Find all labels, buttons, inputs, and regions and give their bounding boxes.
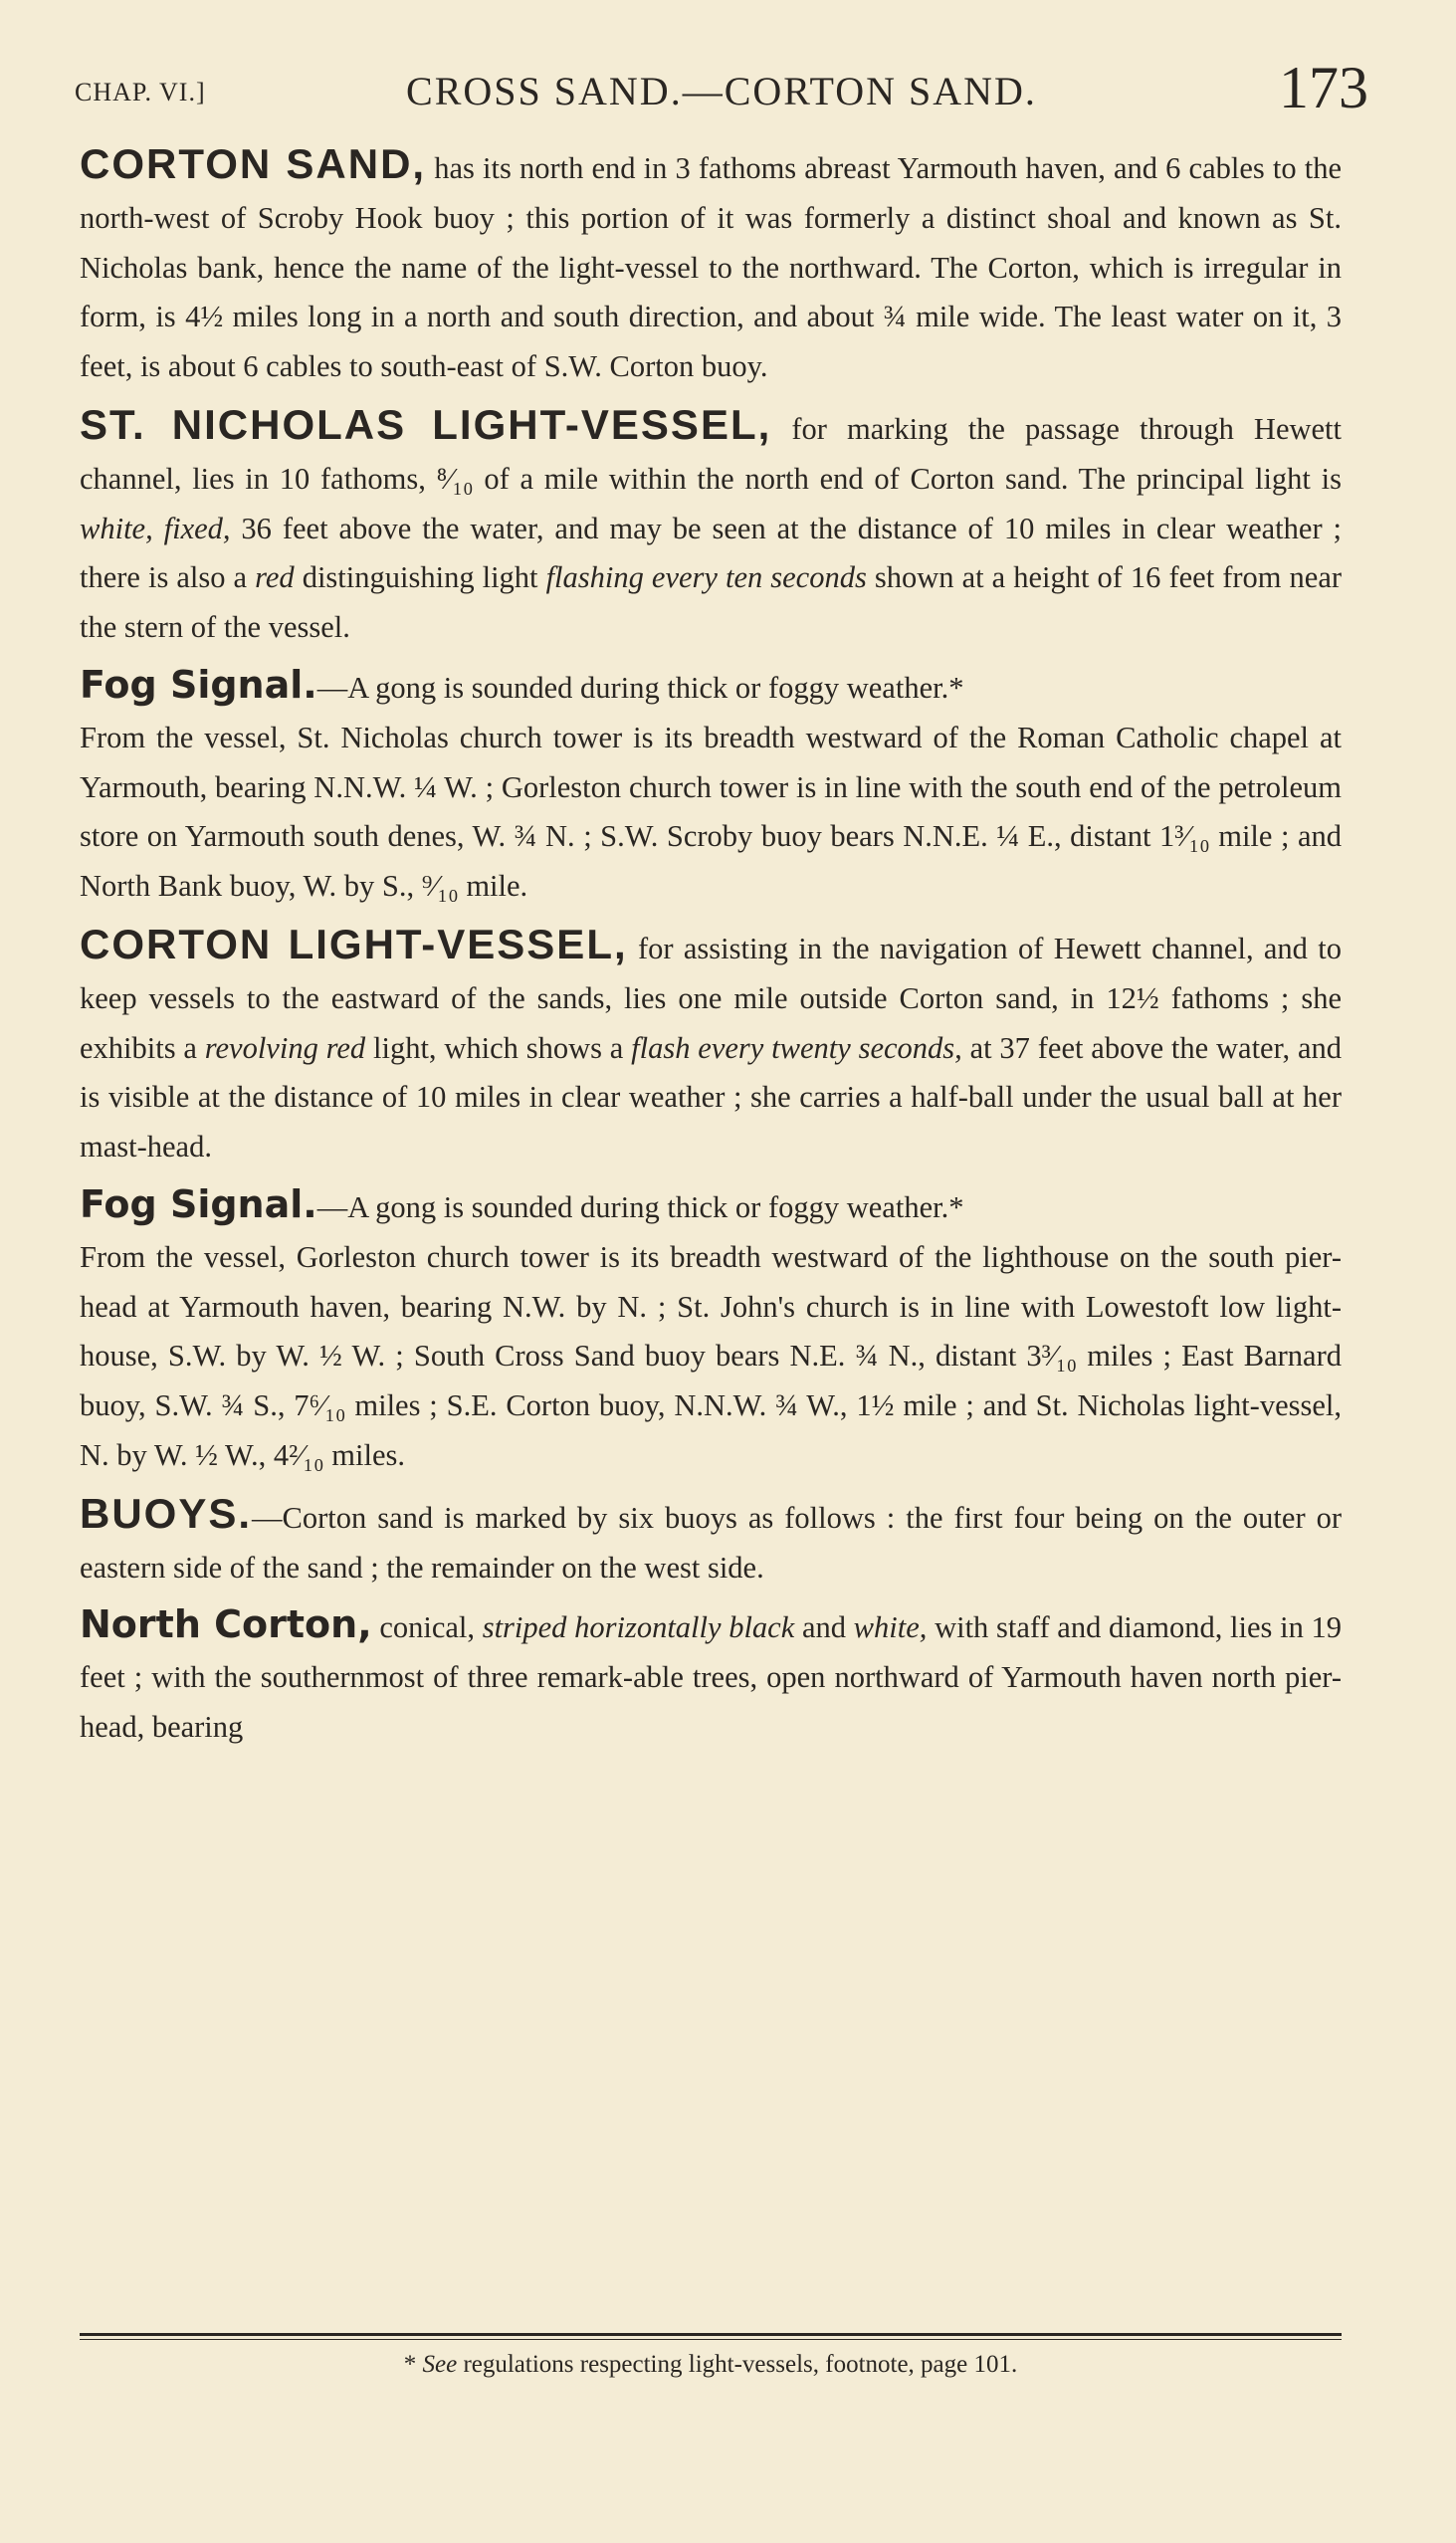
- north-corton-text-3: with staff and diamond, lies in 19 feet ; with the southernmost of three remark-able trees, open northward of Yarmouth haven north pier-head, bearing: [80, 1610, 1342, 1744]
- corton-lv-text-2: light, which shows a: [365, 1030, 632, 1065]
- footnote: [80, 2351, 1342, 2379]
- buoys-heading: BUOYS.: [80, 1489, 253, 1537]
- fog-signal-1-paragraph: [80, 661, 1342, 714]
- corton-lv-italic-1: revolving red: [204, 1030, 366, 1065]
- north-corton-italic-2: white,: [853, 1610, 928, 1645]
- st-nicholas-italic-1: white, fixed,: [80, 511, 231, 545]
- corton-lv-text-1: for assisting in the navigation of Hewett channel, and to keep vessels to the eastward of the sands, lies one mile outside Corton sand, in 12½ fathoms ; she exhibits a: [80, 931, 1342, 1065]
- fog-signal-2-bearings: From the vessel, Gorleston church tower is its breadth westward of the lighthouse on the south pier-head at Yarmouth haven, bearing N.W. by N. ; St. John's church is in line with Lowestoft low light-house, S.W. by W. ½ W. ; South Cross Sand buoy bears N.E. ¾ N., distant 3³⁄₁₀ miles ; East Barnard buoy, S.W. ¾ S., 7⁶⁄₁₀ miles ; S.E. Corton buoy, N.N.W. ¾ W., 1½ mile ; and St. Nicholas light-vessel, N. by W. ½ W., 4²⁄₁₀ miles.: [80, 1239, 1342, 1472]
- footnote-rule: [80, 2333, 1342, 2336]
- north-corton-text-1: conical,: [371, 1610, 483, 1645]
- footnote-text: regulations respecting light-vessels, footnote, page 101.: [457, 2351, 1018, 2378]
- footnote-marker: *: [403, 2351, 423, 2378]
- st-nicholas-heading: ST. NICHOLAS LIGHT-VESSEL,: [80, 400, 772, 448]
- st-nicholas-italic-3: flashing every ten seconds: [545, 560, 867, 595]
- north-corton-heading: North Corton,: [80, 1602, 372, 1647]
- buoys-paragraph: [80, 1489, 1342, 1593]
- running-header: [75, 52, 1368, 121]
- corton-sand-paragraph: [80, 139, 1342, 392]
- page-body: [80, 139, 1342, 1753]
- corton-lv-heading: CORTON LIGHT-VESSEL,: [80, 920, 628, 967]
- fog-signal-1-bearings: From the vessel, St. Nicholas church tower is its breadth westward of the Roman Catholic chapel at Yarmouth, bearing N.N.W. ¼ W. ; Gorleston church tower is in line with the south end of the petroleum store on Yarmouth south denes, W. ¾ N. ; S.W. Scroby buoy bears N.N.E. ¼ E., distant 1³⁄₁₀ mile ; and North Bank buoy, W. by S., ⁹⁄₁₀ mile.: [80, 720, 1342, 904]
- north-corton-text-2: and: [794, 1610, 854, 1645]
- footnote-rule-thin: [80, 2339, 1342, 2340]
- fog-signal-2-heading: Fog Signal.: [80, 1181, 317, 1226]
- corton-sand-heading: CORTON SAND,: [80, 140, 427, 187]
- buoys-text: —Corton sand is marked by six buoys as follows : the first four being on the outer or eastern side of the sand ; the remainder on the west side.: [80, 1500, 1342, 1585]
- st-nicholas-text-3: distinguishing light: [294, 560, 546, 595]
- chapter-label: CHAP. VI.]: [75, 78, 206, 106]
- page-number: 173: [1279, 55, 1368, 120]
- st-nicholas-italic-2: red: [255, 560, 295, 595]
- fog-signal-2-text: —A gong is sounded during thick or foggy weather.*: [316, 1189, 964, 1224]
- footnote-see: See: [422, 2351, 458, 2378]
- north-corton-paragraph: [80, 1600, 1342, 1752]
- st-nicholas-text-2: 36 feet above the water, and may be seen at the distance of 10 miles in clear weather ; there is also a: [80, 511, 1342, 595]
- st-nicholas-paragraph: [80, 400, 1342, 653]
- st-nicholas-text-1: for marking the passage through Hewett channel, lies in 10 fathoms, ⁸⁄₁₀ of a mile within the north end of Corton sand. The principal light is: [80, 411, 1342, 496]
- north-corton-italic-1: striped horizontally black: [482, 1610, 795, 1645]
- corton-lv-text-3: at 37 feet above the water, and is visible at the distance of 10 miles in clear weather ; she carries a half-ball under the usual ball at her mast-head.: [80, 1030, 1343, 1165]
- corton-lv-italic-2: flash every twenty seconds,: [631, 1030, 962, 1065]
- st-nicholas-text-4: shown at a height of 16 feet from near the stern of the vessel.: [80, 560, 1343, 645]
- fog-signal-1-text: —A gong is sounded during thick or foggy weather.*: [316, 670, 964, 705]
- page-title: CROSS SAND.—CORTON SAND.: [406, 69, 1037, 113]
- fog-signal-1-heading: Fog Signal.: [80, 662, 317, 707]
- corton-lv-paragraph: [80, 920, 1342, 1172]
- fog-signal-2-paragraph: [80, 1180, 1342, 1233]
- corton-sand-text: has its north end in 3 fathoms abreast Yarmouth haven, and 6 cables to the north-west of Scroby Hook buoy ; this portion of it was formerly a distinct shoal and known as St. Nicholas bank, hence the name of the light-vessel to the northward. The Corton, which is irregular in form, is 4½ miles long in a north and south direction, and about ¾ mile wide. The least water on it, 3 feet, is about 6 cables to south-east of S.W. Corton buoy.: [80, 151, 1343, 384]
